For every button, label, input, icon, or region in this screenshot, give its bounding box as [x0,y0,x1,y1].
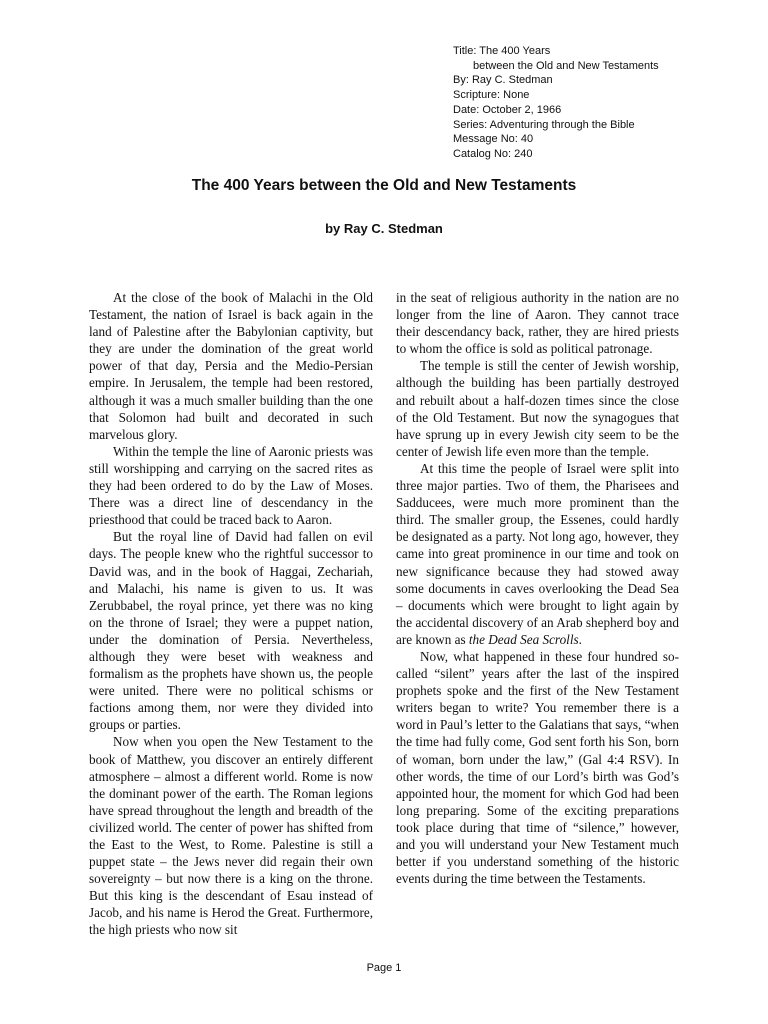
meta-catalog-number: Catalog No: 240 [453,147,533,160]
paragraph [396,460,679,648]
meta-title-continued: between the Old and New Testaments [473,59,659,72]
paragraph: At the close of the book of Malachi in the Old Testament, the nation of Israel is back again in the land of Palestine after the Babylonian captivity, but they are under the domination of the great world power of that day, Persia and the Medio-Persian empire. In Jerusalem, the temple had been restored, although it was a much smaller building than the one that Solomon had built and decorated in such marvelous glory. [89,290,373,442]
paragraph: Within the temple the line of Aaronic priests was still worshipping and carrying on the sacred rites as they had been ordered to do by the Law of Moses. There was a direct line of descendancy in the priesthood that could be traced back to Aaron. [89,443,373,528]
author-byline: by Ray C. Stedman [325,221,443,236]
meta-scripture: Scripture: None [453,89,530,102]
paragraph: Now when you open the New Testament to the book of Matthew, you discover an entirely different atmosphere – almost a different world. Rome is now the dominant power of the earth. The Roman legions have spread throughout the length and breadth of the civilized world. The center of power has shifted from the East to the West, to Rome. Palestine is still a puppet state – the Jews never did regain their own sovereignty – but now there is a king on the throne. But this king is the descendant of Esau instead of Jacob, and his name is Herod the Great. Furthermore, the high priests who now sit [89,734,373,938]
dead-sea-scrolls-title: the Dead Sea Scrolls [468,631,579,647]
meta-title: Title: The 400 Years [453,45,551,57]
meta-message-number: Message No: 40 [453,133,534,146]
paragraph: But the royal line of David had fallen on evil days. The people knew who the rightful successor to David was, and in the book of Haggai, Zechariah, and Malachi, his name is given to us. It was Zerubbabel, the royal prince, yet there was no king on the throne of Israel; they were a puppet nation, under the domination of Persia. Nevertheless, although they were beset with weakness and formalism as the prophets have shown us, the people were united. There were no political schisms or factions among them, nor were they divided into groups or parties. [89,529,373,733]
meta-series: Series: Adventuring through the Bible [453,118,635,131]
paragraph-continued: in the seat of religious authority in the nation are no longer from the line of Aaron. They cannot trace their descendancy back, rather, they are hired priests to whom the office is sold as political patronage. [396,290,679,357]
meta-date: Date: October 2, 1966 [453,103,562,116]
meta-author: By: Ray C. Stedman [453,74,553,87]
sermon-metadata [453,44,753,162]
page-title: The 400 Years between the Old and New Testaments [191,177,577,194]
page-number: Page 1 [366,962,402,974]
left-text-column [89,289,373,939]
right-text-column [396,289,679,887]
paragraph: Now, what happened in these four hundred so-called “silent” years after the last of the inspired prophets spoke and the first of the New Testament writers began to write? You remember there is a word in Paul’s letter to the Galatians that says, “when the time had fully come, God sent forth his Son, born of woman, born under the law,” (Gal 4:4 RSV). In other words, the time of our Lord’s birth was God’s appointed hour, the moment for which God had been long preparing. Some of the exciting preparations took place during that time of “silence,” however, and you will understand your New Testament much better if you understand something of the historic events during the time between the Testaments. [396,648,679,887]
paragraph-text: At this time the people of Israel were split into three major parties. Two of them, the Pharisees and Sadducees, were much more prominent than the third. The smaller group, the Essenes, could hardly be designated as a party. Not long ago, however, they came into great prominence in our time and took on new significance because they had stowed away some documents in caves overlooking the Dead Sea – documents which were brought to light again by the accidental discovery of an Arab shepherd boy and are known as [396,460,679,647]
paragraph: The temple is still the center of Jewish worship, although the building has been partially destroyed and rebuilt about a half-dozen times since the close of the Old Testament. But now the synagogues that have sprung up in every Jewish city seem to be the center of Jewish life even more than the temple. [396,358,679,459]
paragraph-end: . [578,631,582,647]
